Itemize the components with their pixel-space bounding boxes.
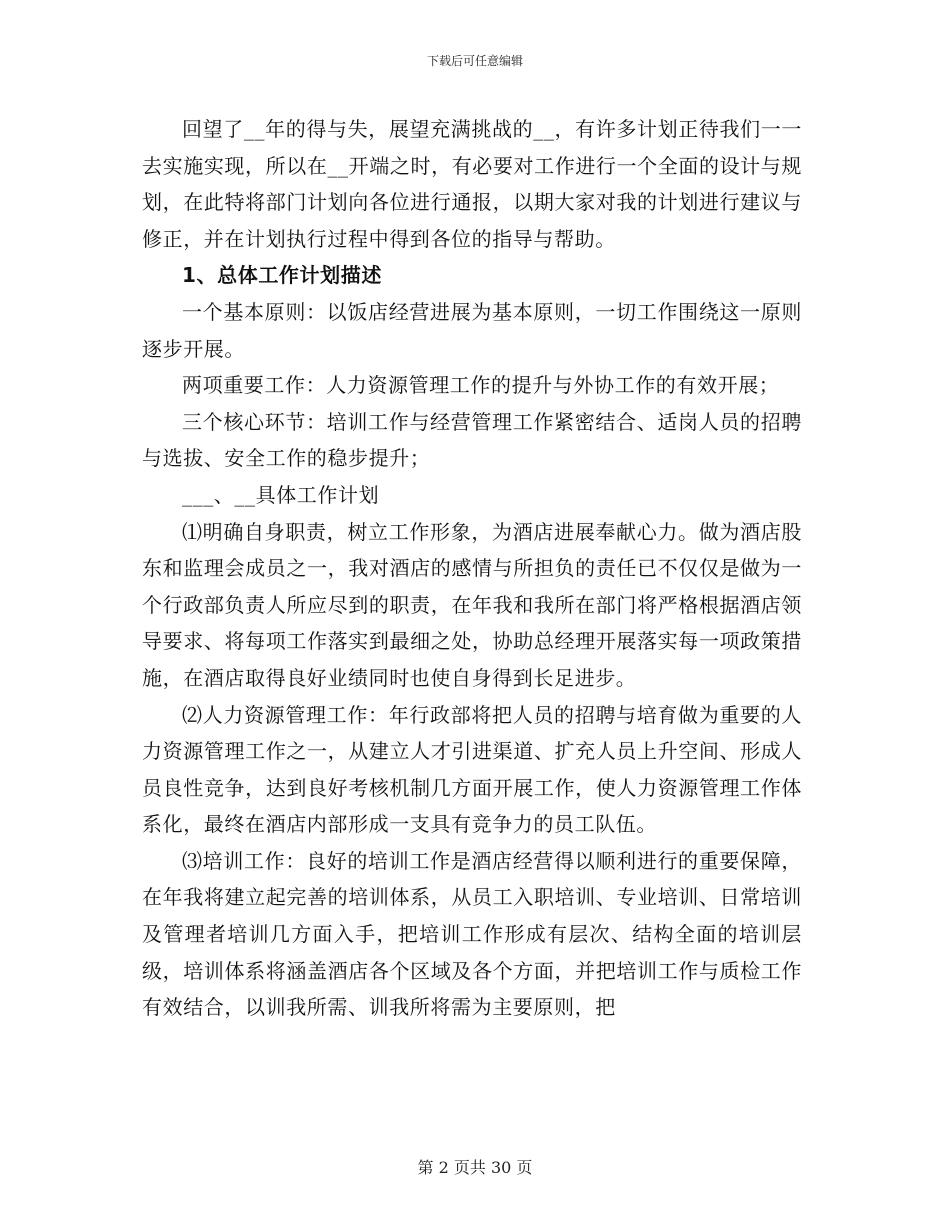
paragraph-two-tasks: 两项重要工作：人力资源管理工作的提升与外协工作的有效开展；	[182, 373, 780, 398]
paragraph-item-1: ⑴明确自身职责，树立工作形象，为酒店进展奉献心力。做为酒店股东和监理会成员之一，我对酒店的感情与所担负的责任已不仅仅是做为一个行政部负责人所应尽到的职责，在年我和我所在部门将严格根据酒店领导要求、将每项工作落实到最细之处，协助总经理开展落实每一项政策措施，在酒店取得良好业绩同时也使自身得到长足进步。	[142, 519, 802, 690]
section-heading-specific-plan: ___、__具体工作计划	[182, 482, 380, 507]
paragraph-basic-principle: 一个基本原则：以饭店经营进展为基本原则，一切工作围绕这一原则逐步开展。	[142, 299, 802, 361]
page-footer: 第 2 页共 30 页	[417, 1158, 533, 1177]
paragraph-item-3: ⑶培训工作：良好的培训工作是酒店经营得以顺利进行的重要保障，在年我将建立起完善的培训体系，从员工入职培训、专业培训、日常培训及管理者培训几方面入手，把培训工作形成有层次、结构全面的培训层级，培训体系将涵盖酒店各个区域及各个方面，并把培训工作与质检工作有效结合，以训我所需、训我所将需为主要原则，把	[142, 848, 802, 1020]
paragraph-intro: 回望了__年的得与失，展望充满挑战的__，有许多计划正待我们一一去实施实现，所以在__开端之时，有必要对工作进行一个全面的设计与规划，在此特将部门计划向各位进行通报，以期大家对我的计划进行建议与修正，并在计划执行过程中得到各位的指导与帮助。	[142, 117, 802, 251]
paragraph-three-links: 三个核心环节：培训工作与经营管理工作紧密结合、适岗人员的招聘与选拔、安全工作的稳步提升；	[142, 409, 802, 471]
section-heading-overall-plan: 1、总体工作计划描述	[182, 263, 382, 288]
page-header: 下载后可任意编辑	[426, 54, 523, 68]
document-body	[142, 111, 802, 1026]
paragraph-item-2: ⑵人力资源管理工作：年行政部将把人员的招聘与培育做为重要的人力资源管理工作之一，从建立人才引进渠道、扩充人员上升空间、形成人员良性竞争，达到良好考核机制几方面开展工作，使人力资源管理工作体系化，最终在酒店内部形成一支具有竞争力的员工队伍。	[142, 702, 802, 837]
